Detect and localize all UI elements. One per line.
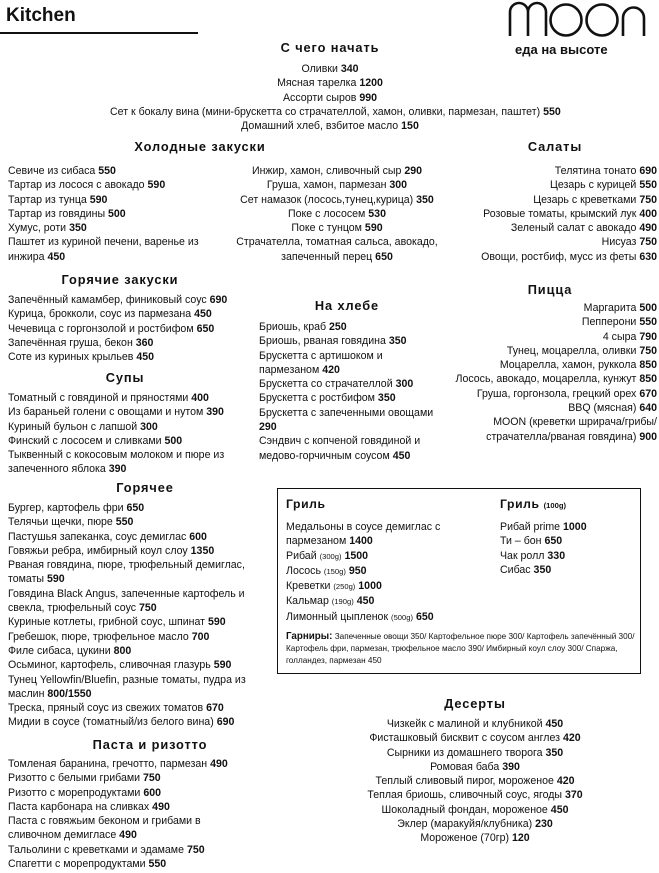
- list-item: Цезарь с креветками 750: [533, 193, 657, 206]
- desserts-list: [330, 717, 620, 846]
- list-item: Поке с лососем 530: [288, 207, 386, 220]
- list-item: Соте из куриных крыльев 450: [8, 351, 155, 364]
- list-item: Запечённый камамбер, финиковый соус 690: [8, 294, 228, 306]
- list-item: Сет к бокалу вина (мини-брускетта со страчателлой, хамон, оливки, пармезан, паштет) 550: [110, 105, 561, 118]
- list-item: Чизкейк с малиной и клубникой 450: [386, 718, 564, 730]
- list-item: Моцарелла, хамон, руккола 850: [499, 359, 657, 372]
- mains-list: [8, 501, 266, 730]
- list-item: Груша, горгонзола, грецкий орех 670: [476, 387, 657, 400]
- cold-heading: Холодные закуски: [134, 139, 266, 154]
- list-item: Говядина Black Angus, запеченные картофель и свекла, трюфельный соус 750: [8, 587, 245, 615]
- title-underline: [0, 32, 198, 34]
- pasta-list: [8, 757, 244, 871]
- list-item: Мидии в соусе (томатный/из белого вина) 690: [8, 716, 235, 729]
- list-item: Томленая баранина, гречотто, пармезан 490: [8, 758, 228, 770]
- list-item: MOON (креветки шрирача/грибы/страчателла/рваная говядина) 900: [486, 416, 657, 443]
- soups-heading: Супы: [105, 370, 145, 385]
- logo-tagline: еда на высоте: [515, 42, 608, 58]
- list-item: Спагетти с морепродуктами 550: [8, 858, 167, 871]
- list-item: Брускетта со страчателлой 300: [259, 378, 414, 391]
- list-item: Тартар из лосося с авокадо 590: [8, 179, 166, 192]
- cold-left-list: [8, 164, 228, 264]
- list-item: Лосось, авокадо, моцарелла, кунжут 850: [455, 373, 657, 386]
- desserts-heading: Десерты: [444, 696, 506, 711]
- list-item: Эклер (маракуйя/клубника) 230: [397, 818, 553, 831]
- list-item: Цезарь с курицей 550: [550, 179, 657, 192]
- list-item: Оливки 340: [301, 63, 359, 75]
- list-item: Ромовая баба 390: [430, 760, 520, 773]
- salads-heading: Салаты: [527, 139, 583, 154]
- list-item: Из бараньей голени с овощами и нутом 390: [8, 406, 224, 419]
- list-item: Нисуаз 750: [601, 236, 657, 249]
- list-item: Кальмар (190g) 450: [286, 595, 375, 608]
- pasta-heading: Паста и ризотто: [92, 737, 208, 752]
- grill-left-list: [286, 520, 461, 625]
- list-item: Рибай (300g) 1500: [286, 549, 369, 562]
- list-item: Запечённая груша, бекон 360: [8, 336, 154, 349]
- list-item: Бриошь, рваная говядина 350: [259, 335, 407, 348]
- list-item: Чак ролл 330: [500, 549, 566, 562]
- list-item: Брускетта с артишоком и пармезаном 420: [259, 349, 383, 376]
- cold-right-list: [232, 164, 442, 264]
- list-item: Пепперони 550: [581, 316, 657, 329]
- pizza-list: [437, 301, 657, 444]
- list-item: Севиче из сибаса 550: [8, 165, 116, 177]
- page-title: Kitchen: [6, 5, 76, 26]
- list-item: Паста карбонара на сливках 490: [8, 800, 170, 813]
- soups-list: [8, 391, 248, 477]
- list-item: Лосось (150g) 950: [286, 564, 367, 577]
- list-item: Сэндвич с копченой говядиной и медово-горчичным соусом 450: [259, 435, 421, 462]
- mains-heading: Горячее: [116, 480, 174, 495]
- list-item: Ти – бон 650: [500, 535, 563, 548]
- list-item: Рваная говядина, пюре, трюфельный демиглас, томаты 590: [8, 559, 245, 586]
- list-item: Чечевица с горгонзолой и ростбифом 650: [8, 322, 215, 335]
- list-item: Филе сибаса, цукини 800: [8, 644, 132, 657]
- list-item: Телятина тонато 690: [554, 165, 657, 177]
- list-item: Тартар из тунца 590: [8, 193, 108, 206]
- list-item: Маргарита 500: [583, 302, 657, 314]
- list-item: Инжир, хамон, сливочный сыр 290: [251, 165, 423, 177]
- list-item: Сибас 350: [500, 563, 552, 576]
- bread-heading: На хлебе: [314, 298, 380, 313]
- list-item: Креветки (250g) 1000: [286, 580, 382, 593]
- list-item: Тунец Yellowfin/Bluefin, разные томаты, пудра из маслин 800/1550: [8, 673, 246, 700]
- starters-heading: С чего начать: [280, 40, 380, 55]
- list-item: Теплый сливовый пирог, мороженое 420: [375, 775, 575, 788]
- starters-section: [110, 40, 561, 133]
- list-item: Лимонный цыпленок (500g) 650: [286, 610, 434, 623]
- list-item: Ассорти сыров 990: [282, 91, 377, 104]
- list-item: Ризотто с белыми грибами 750: [8, 772, 161, 785]
- list-item: Бургер, картофель фри 650: [8, 502, 145, 514]
- list-item: Груша, хамон, пармезан 300: [266, 179, 408, 192]
- list-item: Сырники из домашнего творога 350: [386, 746, 564, 759]
- grill-100g-heading: Гриль (100g): [500, 497, 566, 511]
- list-item: Куриные котлеты, грибной соус, шпинат 590: [8, 616, 226, 629]
- list-item: Паста с говяжьим беконом и грибами в сливочном демигласе 490: [8, 815, 201, 842]
- list-item: BBQ (мясная) 640: [568, 402, 657, 415]
- list-item: Шоколадный фондан, мороженое 450: [381, 803, 569, 816]
- list-item: Зеленый салат с авокадо 490: [510, 222, 657, 235]
- list-item: Финский с лососем и сливками 500: [8, 434, 183, 447]
- list-item: Куриный бульон с лапшой 300: [8, 420, 158, 433]
- grill-box: [277, 488, 641, 674]
- list-item: Бриошь, краб 250: [259, 321, 347, 333]
- hot-starters-heading: Горячие закуски: [61, 272, 179, 287]
- list-item: Рибай prime 1000: [500, 521, 587, 533]
- list-item: Страчателла, томатная сальса, авокадо, запеченный перец 650: [236, 236, 438, 263]
- list-item: Тальолини с креветками и эдамаме 750: [8, 843, 205, 856]
- list-item: Медальоны в соусе демиглас с пармезаном 1400: [286, 521, 441, 548]
- salads-list: [437, 164, 657, 264]
- list-item: Мясная тарелка 1200: [277, 77, 383, 90]
- grill-right-list: [500, 520, 630, 577]
- list-item: Тунец, моцарелла, оливки 750: [506, 344, 657, 357]
- list-item: Гребешок, пюре, трюфельное масло 700: [8, 630, 210, 643]
- list-item: Фисташковый бисквит с соусом англез 420: [369, 732, 581, 745]
- bread-list: [259, 320, 439, 463]
- list-item: Тыквенный с кокосовым молоком и пюре из запеченного яблока 390: [8, 449, 225, 476]
- list-item: Курица, брокколи, соус из пармезана 450: [8, 308, 212, 321]
- pizza-heading: Пицца: [527, 282, 573, 297]
- list-item: Теплая бриошь, сливочный соус, ягоды 370: [367, 789, 583, 802]
- list-item: Поке с тунцом 590: [291, 222, 383, 235]
- list-item: Домашний хлеб, взбитое масло 150: [241, 120, 419, 133]
- list-item: Паштет из куриной печени, варенье из инжира 450: [8, 236, 199, 263]
- hot-starters-list: [8, 293, 248, 364]
- grill-heading: Гриль: [286, 497, 326, 511]
- list-item: 4 сыра 790: [602, 330, 657, 343]
- list-item: Телячьи щечки, пюре 550: [8, 516, 134, 529]
- list-item: Овощи, ростбиф, мусс из феты 630: [481, 250, 657, 263]
- list-item: Говяжьи ребра, имбирный коул слоу 1350: [8, 544, 215, 557]
- list-item: Брускетта с запеченными овощами 290: [259, 406, 434, 434]
- list-item: Томатный с говядиной и пряностями 400: [8, 392, 209, 404]
- list-item: Сет намазок (лосось,тунец,курица) 350: [240, 193, 434, 206]
- list-item: Мороженое (70гр) 120: [420, 832, 530, 845]
- list-item: Розовые томаты, крымский лук 400: [483, 207, 657, 220]
- garnish-note: Гарниры: Запеченные овощи 350/ Картофельное пюре 300/ Картофель запечённый 300/ Картофель фри, пармезан, трюфельное масло 390/ Имбирный коул слоу 300/ Спаржа, голландез, пармезан 450: [286, 631, 635, 665]
- list-item: Осьминог, картофель, сливочная глазурь 590: [8, 659, 232, 672]
- moon-logo-icon: [507, 0, 647, 38]
- list-item: Хумус, роти 350: [8, 222, 87, 235]
- list-item: Тартар из говядины 500: [8, 207, 126, 220]
- list-item: Пастушья запеканка, соус демиглас 600: [8, 530, 207, 543]
- list-item: Треска, пряный соус из свежих томатов 670: [8, 702, 224, 715]
- list-item: Брускетта с ростбифом 350: [259, 392, 396, 405]
- list-item: Ризотто с морепродуктами 600: [8, 786, 161, 799]
